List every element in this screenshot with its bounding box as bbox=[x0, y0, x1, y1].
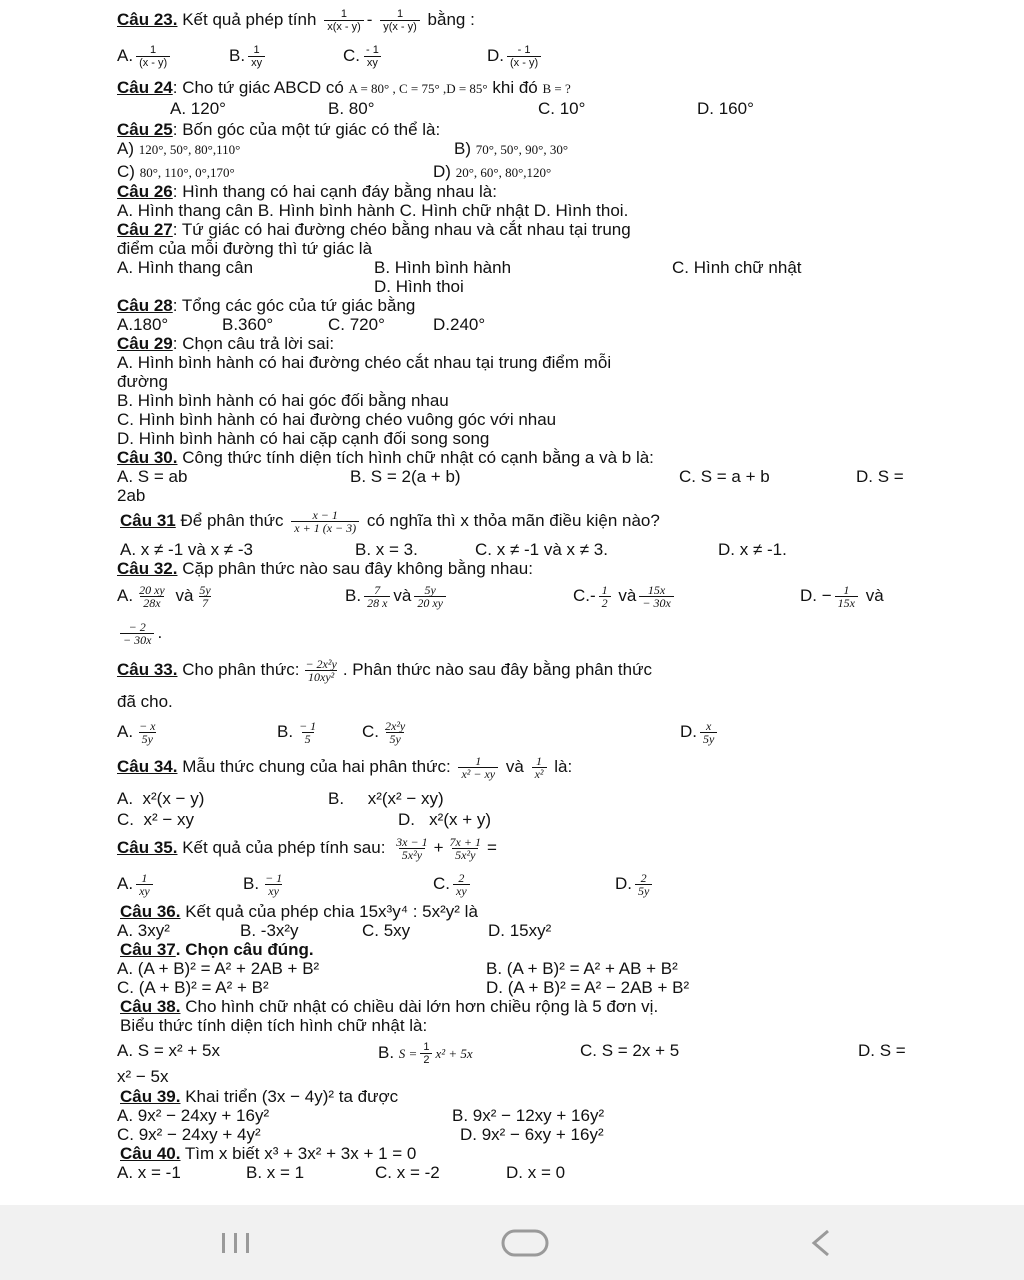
question-34-option-c: C. x² − xy bbox=[117, 810, 194, 829]
question-37-option-b: B. (A + B)² = A² + AB + B² bbox=[486, 959, 678, 978]
question-32-option-c: C.- $\frac{1}{2}$ và $\frac{15x}{- 30x}$ bbox=[573, 584, 677, 609]
question-36-option-c: C. 5xy bbox=[362, 921, 411, 940]
question-33-line2: đã cho. bbox=[117, 692, 173, 711]
question-25-option-d: D) 20°, 60°, 80°,120° bbox=[433, 162, 552, 181]
question-27-option-b: B. Hình bình hành bbox=[374, 258, 512, 277]
question-37-option-a: A. (A + B)² = A² + 2AB + B² bbox=[117, 959, 320, 978]
question-23: Câu 23. Kết quả phép tính $\frac{1}{x(x - y)}$ - $\frac{1}{y(x - y)}$ bằng : bbox=[117, 8, 475, 33]
question-40-option-c: C. x = -2 bbox=[375, 1163, 440, 1182]
question-35: Câu 35. Kết quả của phép tính sau: $\frac{3x - 1}{\text{5x²y}}$ + $\frac{7x + 1}{\text{5x²y}}$ = bbox=[117, 835, 497, 862]
question-23-option-c: C. $\frac{- 1}{xy}$ bbox=[343, 44, 385, 69]
recent-apps-icon bbox=[216, 1228, 256, 1258]
question-37: Câu 37. Chọn câu đúng. bbox=[120, 940, 314, 959]
question-36-option-d: D. 15xy² bbox=[488, 921, 552, 940]
question-26: Câu 26: Hình thang có hai cạnh đáy bằng nhau là: bbox=[117, 182, 497, 201]
question-25: Câu 25: Bốn góc của một tứ giác có thể là: bbox=[117, 120, 441, 139]
question-29-option-a: A. Hình bình hành có hai đường chéo cắt nhau tại trung điểm mỗi bbox=[117, 353, 612, 372]
question-28-option-b: B.360° bbox=[222, 315, 274, 334]
question-37-option-d: D. (A + B)² = A² − 2AB + B² bbox=[486, 978, 690, 997]
question-38-option-a: A. S = x² + 5x bbox=[117, 1041, 220, 1060]
question-38-option-d-cont: x² − 5x bbox=[117, 1067, 169, 1086]
recent-apps-button[interactable] bbox=[196, 1205, 276, 1280]
question-34-option-b: B. x²(x² − xy) bbox=[328, 789, 444, 808]
question-28: Câu 28: Tổng các góc của tứ giác bằng bbox=[117, 296, 416, 315]
question-34-option-a: A. x²(x − y) bbox=[117, 789, 205, 808]
question-40-option-b: B. x = 1 bbox=[246, 1163, 305, 1182]
question-label: Câu 23. bbox=[117, 9, 178, 29]
question-27: Câu 27: Tứ giác có hai đường chéo bằng nhau và cắt nhau tại trung bbox=[117, 220, 631, 239]
navigation-bar bbox=[0, 1205, 1024, 1280]
question-32-option-a: A. $\frac{20 xy}{28x}$ và $\frac{5y}{7}$ bbox=[117, 583, 211, 610]
question-36-option-a: A. 3xy² bbox=[117, 921, 170, 940]
question-39: Câu 39. Khai triển (3x − 4y)² ta được bbox=[120, 1087, 399, 1106]
question-27-option-c: C. Hình chữ nhật bbox=[672, 258, 802, 277]
question-33-option-c: C. $\frac{\text{2x²y}}{5y}$ bbox=[362, 719, 406, 746]
question-35-option-d: D. $\frac{2}{5y}$ bbox=[615, 872, 655, 897]
back-icon bbox=[800, 1226, 840, 1260]
question-31-option-d: D. x ≠ -1. bbox=[718, 540, 787, 559]
question-24-option-d: D. 160° bbox=[697, 99, 754, 118]
question-38-line2: Biểu thức tính diện tích hình chữ nhật là: bbox=[120, 1016, 428, 1035]
question-36-option-b: B. -3x²y bbox=[240, 921, 299, 940]
question-26-options: A. Hình thang cân B. Hình bình hành C. Hình chữ nhật D. Hình thoi. bbox=[117, 201, 629, 220]
question-38-option-b: B. S = $\frac{1}{2}$ x² + 5x bbox=[378, 1041, 473, 1066]
question-36: Câu 36. Kết quả của phép chia 15x³y⁴ : 5x²y² là bbox=[120, 902, 478, 921]
question-35-option-a: A. $\frac{1}{xy}$ bbox=[117, 872, 156, 897]
question-23-option-d: D. $\frac{- 1}{(x - y)}$ bbox=[487, 44, 544, 69]
question-30: Câu 30. Công thức tính diện tích hình chữ nhật có cạnh bằng a và b là: bbox=[117, 448, 654, 467]
question-32-option-d-cont: $\frac{- 2}{- 30x}$ . bbox=[117, 621, 162, 646]
question-29-option-b: B. Hình bình hành có hai góc đối bằng nhau bbox=[117, 391, 449, 410]
question-32-option-d: D. − $\frac{1}{15x}$ và bbox=[800, 583, 884, 610]
question-33: Câu 33. Cho phân thức: $\frac{\text{− 2x²y}}{\text{10xy²}}$ . Phân thức nào sau đây bằng phân thức bbox=[117, 657, 652, 684]
question-27-option-a: A. Hình thang cân bbox=[117, 258, 254, 277]
question-30-option-c: C. S = a + b bbox=[679, 467, 770, 486]
back-button[interactable] bbox=[780, 1205, 860, 1280]
question-38-option-d: D. S = bbox=[858, 1041, 906, 1060]
question-31-option-a: A. x ≠ -1 và x ≠ -3 bbox=[120, 540, 253, 559]
question-39-option-d: D. 9x² − 6xy + 16y² bbox=[460, 1125, 604, 1144]
question-28-option-a: A.180° bbox=[117, 315, 169, 334]
question-38: Câu 38. Cho hình chữ nhật có chiều dài lớn hơn chiều rộng là 5 đơn vị. bbox=[120, 997, 659, 1016]
question-23-option-a: A. $\frac{1}{(x - y)}$ bbox=[117, 44, 173, 69]
question-27-option-d: D. Hình thoi bbox=[374, 277, 464, 296]
question-30-option-a: A. S = ab bbox=[117, 467, 188, 486]
question-24-option-a: A. 120° bbox=[170, 99, 226, 118]
question-25-option-c: C) 80°, 110°, 0°,170° bbox=[117, 162, 235, 181]
question-40-option-a: A. x = -1 bbox=[117, 1163, 181, 1182]
question-33-option-b: B. $\frac{- 1}{5}$ bbox=[277, 719, 317, 746]
question-35-option-c: C. $\frac{2}{xy}$ bbox=[433, 872, 473, 897]
question-33-option-d: D. $\frac{x}{5y}$ bbox=[680, 720, 720, 745]
question-31: Câu 31 Để phân thức $\frac{x - 1}{x + 1 (x - 3)}$ có nghĩa thì x thỏa mãn điều kiện nào? bbox=[120, 508, 660, 535]
question-32-option-b: B. $\frac{7}{28 x}$ và $\frac{5y}{20 xy}$ bbox=[345, 584, 449, 609]
question-34: Câu 34. Mẫu thức chung của hai phân thức: $\frac{1}{\text{x² − xy}}$ và $\frac{1}{\text{x²}}$ là: bbox=[117, 754, 573, 781]
question-39-option-b: B. 9x² − 12xy + 16y² bbox=[452, 1106, 605, 1125]
home-button[interactable] bbox=[480, 1205, 570, 1280]
question-30-option-b: B. S = 2(a + b) bbox=[350, 467, 461, 486]
question-25-option-b: B) 70°, 50°, 90°, 30° bbox=[454, 139, 569, 158]
question-24-option-b: B. 80° bbox=[328, 99, 375, 118]
question-39-option-c: C. 9x² − 24xy + 4y² bbox=[117, 1125, 261, 1144]
question-29-option-a-cont: đường bbox=[117, 372, 168, 391]
question-31-option-c: C. x ≠ -1 và x ≠ 3. bbox=[475, 540, 608, 559]
question-28-option-c: C. 720° bbox=[328, 315, 385, 334]
question-29-option-d: D. Hình bình hành có hai cặp cạnh đối song song bbox=[117, 429, 490, 448]
question-33-option-a: A. $\frac{- x}{5y}$ bbox=[117, 719, 156, 746]
question-27-line2: điểm của mỗi đường thì tứ giác là bbox=[117, 239, 373, 258]
question-34-option-d: D. x²(x + y) bbox=[398, 810, 492, 829]
question-40: Câu 40. Tìm x biết x³ + 3x² + 3x + 1 = 0 bbox=[120, 1144, 417, 1163]
question-37-option-c: C. (A + B)² = A² + B² bbox=[117, 978, 269, 997]
question-24: Câu 24: Cho tứ giác ABCD có A = 80° , C = 75° ,D = 85° khi đó B = ? bbox=[117, 78, 571, 97]
question-30-option-d-cont: 2ab bbox=[117, 486, 146, 505]
question-35-option-b: B. $\frac{- 1}{xy}$ bbox=[243, 871, 283, 898]
question-29-option-c: C. Hình bình hành có hai đường chéo vuông góc với nhau bbox=[117, 410, 557, 429]
question-38-option-c: C. S = 2x + 5 bbox=[580, 1041, 680, 1060]
question-24-option-c: C. 10° bbox=[538, 99, 586, 118]
question-28-option-d: D.240° bbox=[433, 315, 486, 334]
question-29: Câu 29: Chọn câu trả lời sai: bbox=[117, 334, 335, 353]
question-39-option-a: A. 9x² − 24xy + 16y² bbox=[117, 1106, 270, 1125]
home-icon bbox=[497, 1226, 553, 1260]
question-23-option-b: B. $\frac{1}{xy}$ bbox=[229, 44, 268, 69]
question-25-option-a: A) 120°, 50°, 80°,110° bbox=[117, 139, 241, 158]
question-40-option-d: D. x = 0 bbox=[506, 1163, 566, 1182]
question-31-option-b: B. x = 3. bbox=[355, 540, 418, 559]
question-30-option-d: D. S = bbox=[856, 467, 904, 486]
question-32: Câu 32. Cặp phân thức nào sau đây không bằng nhau: bbox=[117, 559, 533, 578]
